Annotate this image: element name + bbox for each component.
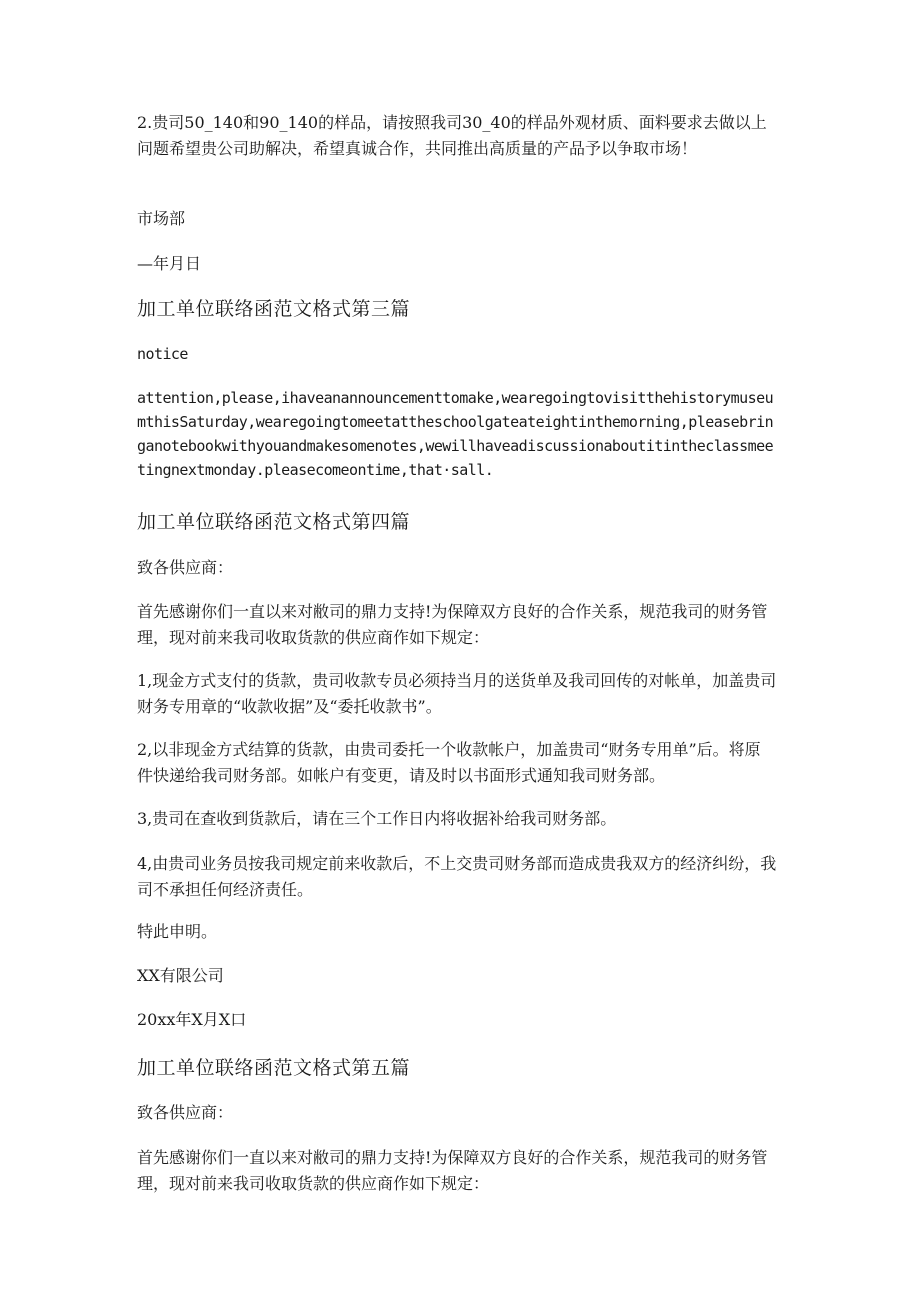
- letter-date: 20xx年X月X口: [137, 1010, 247, 1029]
- rule-4: 4,由贵司业务员按我司规定前来收款后，不上交贵司财务部而造成贵我双方的经济纠纷，我司不承担任何经济责任。: [137, 854, 777, 899]
- notice-body: attention,please,ihaveanannouncementtomake,wearegoingtovisitthehistorymuseumthisSaturday,wearegoingtomeetattheschoolgateateightinthemorning,pleasebringanotebookwithyouandmakesomenotes,wewillhaveadiscussionaboutitintheclassmeetingnextmonday.pleasecomeontime,that·sall.: [137, 389, 774, 479]
- rule-2: 2,以非现金方式结算的货款，由贵司委托一个收款帐户，加盖贵司“财务专用单”后。将原件快递给我司财务部。如帐户有变更，请及时以书面形式通知我司财务部。: [137, 740, 761, 785]
- paragraph-samples-request: 2.贵司50_140和90_140的样品，请按照我司30_40的样品外观材质、面料要求去做以上问题希望贵公司助解决，希望真诚合作，共同推出高质量的产品予以争取市场！: [137, 113, 767, 158]
- date-line: —年月日: [137, 254, 202, 273]
- section-heading-3: 加工单位联络函范文格式第三篇: [137, 298, 411, 320]
- salutation: 致各供应商：: [137, 558, 234, 577]
- salutation-2: 致各供应商：: [137, 1103, 234, 1122]
- company-name: XX有限公司: [137, 966, 224, 985]
- section-heading-5: 加工单位联络函范文格式第五篇: [137, 1057, 411, 1079]
- signature-department: 市场部: [137, 209, 186, 228]
- rule-1: 1,现金方式支付的货款，贵司收款专员必须持当月的送货单及我司回传的对帐单，加盖贵司财务专用章的“收款收据”及“委托收款书”。: [137, 671, 777, 716]
- section-heading-4: 加工单位联络函范文格式第四篇: [137, 511, 411, 533]
- closing-statement: 特此申明。: [137, 922, 218, 941]
- paragraph-intro: 首先感谢你们一直以来对敝司的鼎力支持!为保障双方良好的合作关系，规范我司的财务管理，现对前来我司收取货款的供应商作如下规定：: [137, 602, 768, 647]
- paragraph-intro-2: 首先感谢你们一直以来对敝司的鼎力支持!为保障双方良好的合作关系，规范我司的财务管理，现对前来我司收取货款的供应商作如下规定：: [137, 1148, 768, 1193]
- rule-3: 3,贵司在查收到货款后，请在三个工作日内将收据补给我司财务部。: [137, 809, 617, 828]
- notice-title: notice: [137, 345, 188, 363]
